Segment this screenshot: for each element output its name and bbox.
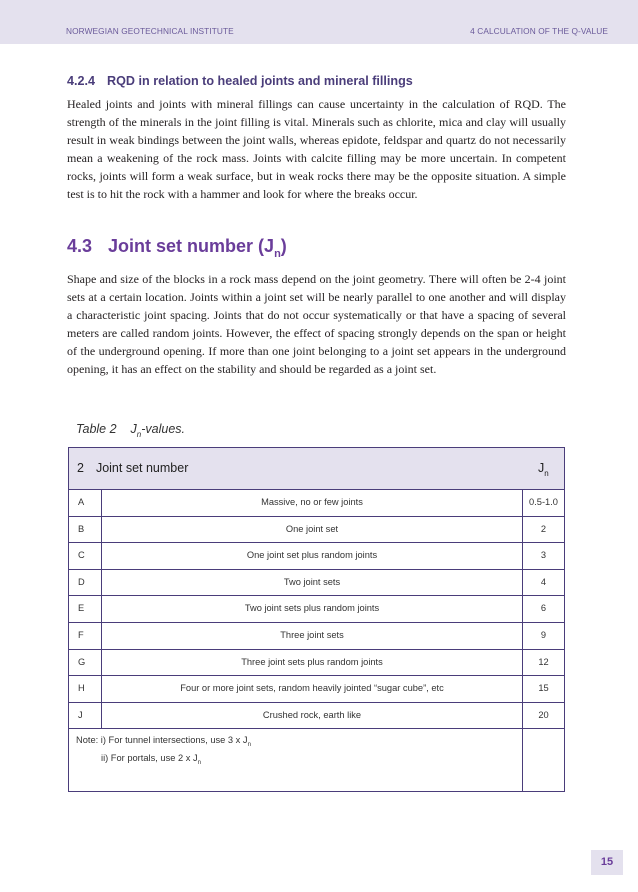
section-number: 4.2.4: [67, 74, 96, 88]
table-row: [69, 543, 564, 570]
row-letter: A: [69, 490, 102, 516]
table-header: [69, 448, 564, 490]
header-chapter: 4 CALCULATION OF THE Q-VALUE: [470, 26, 608, 36]
table-header-jn: [538, 461, 549, 478]
row-description: One joint set: [102, 517, 523, 543]
note-intersections: [76, 735, 251, 748]
joint-set-table: [68, 447, 565, 792]
notes-cell: [69, 729, 523, 791]
row-description: Three joint sets: [102, 623, 523, 649]
caption-label: Table 2: [76, 422, 117, 436]
table-caption: [76, 422, 185, 439]
table-row: [69, 676, 564, 703]
row-description: Three joint sets plus random joints: [102, 650, 523, 676]
section-4-2-4-body: Healed joints and joints with mineral fillings can cause uncertainty in the calculation of RQD. The strength of the minerals in the joint filling is vital. Minerals such as chlorite, mica and clay will usually result in weak bindings between the joint walls, whereas epidote, feldspar and quartz do not necessarily mean a weakening of the rock mass. Joints with calcite filling may be more uncertain. In competent rocks, joints will form a weak surface, but in weak rocks there may be the opposite situation. A simple test is to hit the rock with a hammer and look for where the breaks occur.: [67, 97, 566, 201]
row-letter: H: [69, 676, 102, 702]
row-value: 9: [540, 629, 547, 640]
row-description: Crushed rock, earth like: [102, 703, 523, 729]
note-subscript: n: [197, 760, 201, 767]
section-title-end: ): [280, 236, 287, 256]
row-description: Massive, no or few joints: [102, 490, 523, 516]
row-value: 6: [540, 603, 547, 614]
note-text: Note: i) For tunnel intersections, use 3 x J: [76, 735, 248, 746]
table-notes: [69, 729, 564, 791]
header-j: J: [538, 461, 545, 475]
table-header-number: 2: [77, 461, 84, 475]
section-4-3-body: Shape and size of the blocks in a rock mass depend on the joint geometry. There will often be 2-4 joint sets at a certain location. Joints within a joint set will be nearly parallel to one another and will display a characteristic joint spacing. Joints that do not occur systematically or that have a spacing of several meters are called random joints. However, the effect of spacing strongly depends on the span or height of the underground opening. If more than one joint belonging to a joint set appears in the underground opening, it has an effect on the stability and should be regarded as a joint set.: [67, 272, 566, 376]
notes-empty-cell: [523, 729, 564, 791]
row-letter: J: [69, 703, 102, 729]
row-value: 0.5-1.0: [529, 497, 558, 507]
row-letter: C: [69, 543, 102, 569]
header-bar: [0, 0, 638, 44]
table-row: [69, 596, 564, 623]
page-number: 15: [591, 850, 623, 875]
section-title-subscript: n: [274, 248, 281, 260]
table-row: [69, 490, 564, 517]
table-row: [69, 703, 564, 730]
row-value: 20: [538, 709, 549, 720]
row-value: 15: [538, 683, 549, 694]
table-header-label: Joint set number: [95, 461, 189, 475]
row-letter: F: [69, 623, 102, 649]
caption-subscript: n: [136, 430, 142, 439]
header-subscript: n: [544, 469, 549, 478]
section-title: Joint set number (J: [108, 236, 275, 256]
note-subscript: n: [247, 742, 251, 749]
row-value: 2: [540, 523, 547, 534]
table-header-title: [77, 461, 188, 475]
row-letter: G: [69, 650, 102, 676]
row-letter: E: [69, 596, 102, 622]
table-row: [69, 650, 564, 677]
row-description: Four or more joint sets, random heavily jointed “sugar cube”, etc: [102, 676, 523, 702]
row-value: 3: [540, 550, 547, 561]
table-row: [69, 623, 564, 650]
row-value: 4: [540, 576, 547, 587]
caption-rest: -values.: [141, 422, 186, 436]
note-text: ii) For portals, use 2 x J: [101, 753, 198, 764]
table-row: [69, 517, 564, 544]
caption-j: J: [130, 422, 137, 436]
note-portals: [101, 753, 201, 766]
row-letter: D: [69, 570, 102, 596]
row-description: One joint set plus random joints: [102, 543, 523, 569]
section-4-2-4-heading: [67, 74, 413, 88]
table-row: [69, 570, 564, 597]
section-number: 4.3: [67, 236, 93, 256]
row-letter: B: [69, 517, 102, 543]
section-4-3-heading: [67, 236, 287, 260]
row-description: Two joint sets: [102, 570, 523, 596]
header-institute: NORWEGIAN GEOTECHNICAL INSTITUTE: [66, 26, 234, 36]
row-value: 12: [538, 656, 549, 667]
row-description: Two joint sets plus random joints: [102, 596, 523, 622]
section-title: RQD in relation to healed joints and mineral fillings: [107, 74, 413, 88]
